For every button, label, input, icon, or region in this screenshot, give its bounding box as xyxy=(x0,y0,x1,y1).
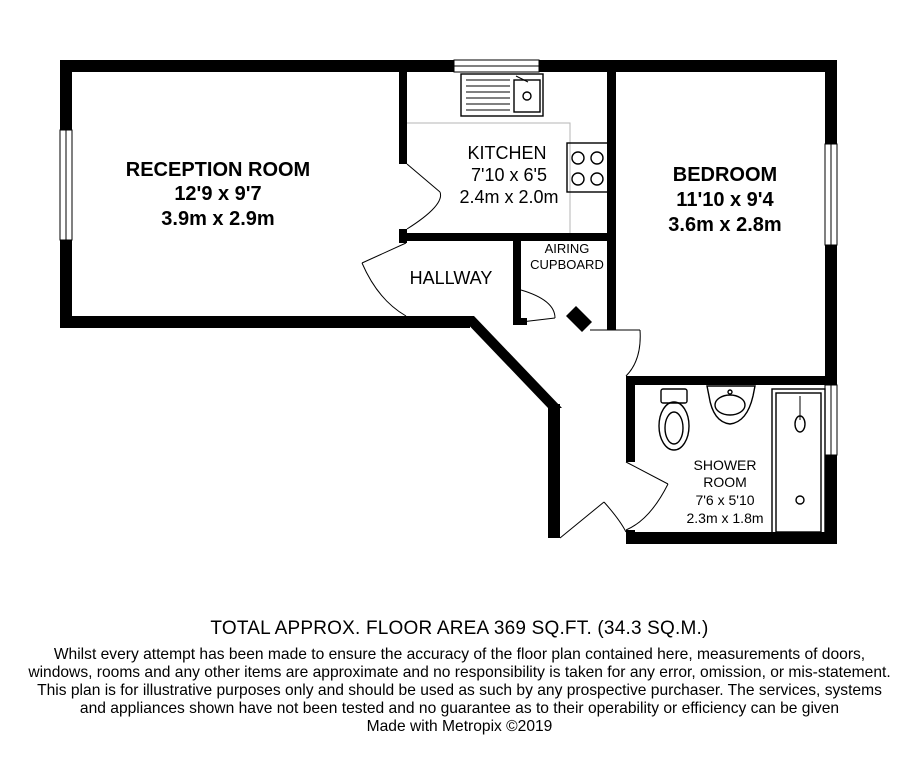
kitchen-imperial: 7'10 x 6'5 xyxy=(471,165,547,185)
footer xyxy=(0,618,919,736)
hallway-name: HALLWAY xyxy=(409,268,493,288)
shower-room-line2: ROOM xyxy=(703,474,747,490)
basin-icon xyxy=(707,386,755,424)
reception-room-imperial: 12'9 x 9'7 xyxy=(174,183,262,205)
total-floor-area: TOTAL APPROX. FLOOR AREA 369 SQ.FT. (34.3 SQ.M.) xyxy=(210,618,709,639)
disclaimer-text: Whilst every attempt has been made to ensure the accuracy of the floor plan contained here, measurements of doors, windows, rooms and any other items are approximate and no responsibility is taken for any error, omission, or mis-statement. This plan is for illustrative purposes only and should be used as such by any prospective purchaser. The services, systems and appliances shown have not been tested and no guarantee as to their operability or efficiency can be given xyxy=(28,646,891,717)
kitchen-metric: 2.4m x 2.0m xyxy=(459,187,559,207)
hob-icon xyxy=(567,143,610,192)
kitchen-name: KITCHEN xyxy=(467,143,547,163)
room-labels xyxy=(126,143,782,526)
kitchen-sink-icon xyxy=(461,74,543,116)
reception-room-name: RECEPTION ROOM xyxy=(125,159,311,181)
windows xyxy=(60,60,837,455)
bedroom-imperial: 11'10 x 9'4 xyxy=(676,189,774,211)
toilet-icon xyxy=(659,389,689,450)
doors xyxy=(362,164,668,538)
shower-room-imperial: 7'6 x 5'10 xyxy=(695,492,755,508)
airing-cupboard-line1: AIRING xyxy=(544,241,590,256)
shower-tray-icon xyxy=(772,389,825,536)
bedroom-name: BEDROOM xyxy=(672,164,778,186)
shower-room-metric: 2.3m x 1.8m xyxy=(686,510,764,526)
shower-room-line1: SHOWER xyxy=(693,457,757,473)
bedroom-metric: 3.6m x 2.8m xyxy=(668,214,782,236)
credit-text: Made with Metropix ©2019 xyxy=(366,718,553,735)
airing-cupboard-line2: CUPBOARD xyxy=(530,257,604,272)
reception-room-metric: 3.9m x 2.9m xyxy=(161,208,275,230)
